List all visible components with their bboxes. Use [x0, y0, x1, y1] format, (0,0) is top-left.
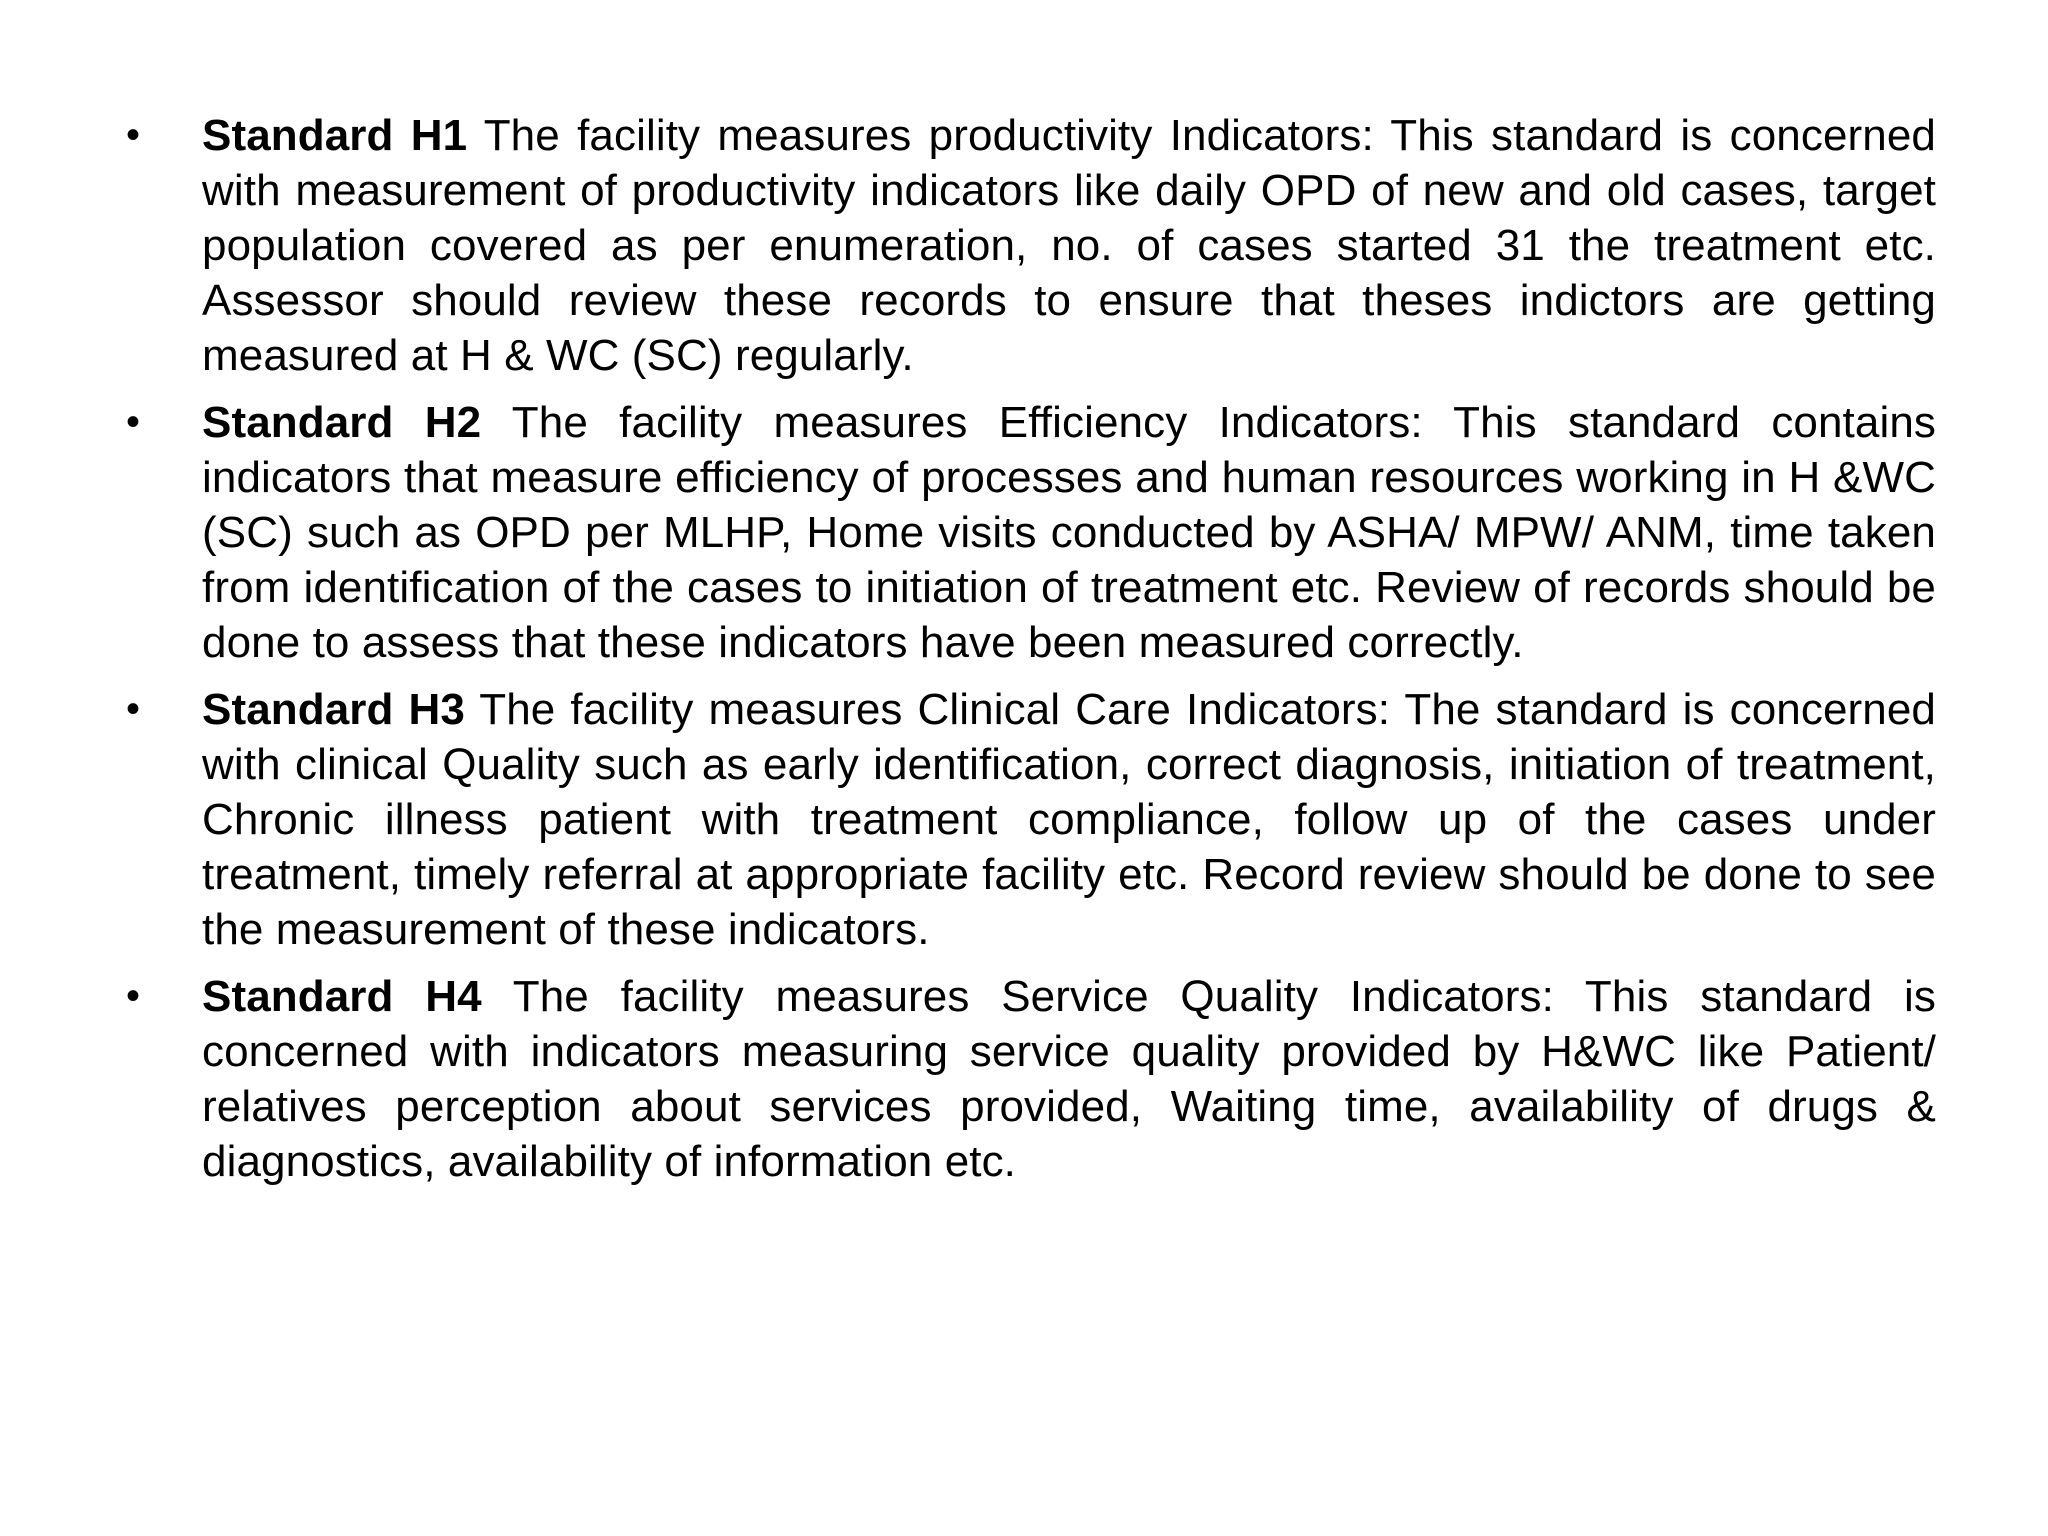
standard-description: The facility measures productivity Indicators: This standard is concerned with measurement of productivity indicators like daily OPD of new and old cases, target population covered as per enumeration, no. of cases started 31 the treatment etc. Assessor should review these records to ensure that theses indictors are getting measured at H & WC (SC) regularly.: [202, 111, 1936, 380]
bullet-paragraph: [202, 108, 1936, 383]
bullet-paragraph: [202, 395, 1936, 670]
bullet-paragraph: [202, 969, 1936, 1189]
bullet-paragraph: [202, 682, 1936, 957]
list-item-standard-h3: [118, 682, 1936, 957]
bullet-icon: •: [126, 687, 141, 731]
bullet-list: [118, 108, 1936, 1201]
bullet-icon: •: [126, 113, 141, 157]
list-item-standard-h4: [118, 969, 1936, 1189]
standard-label: Standard H4: [202, 972, 482, 1021]
bullet-icon: •: [126, 974, 141, 1018]
bullet-icon: •: [126, 400, 141, 444]
standard-label: Standard H2: [202, 398, 482, 447]
standard-description: The facility measures Efficiency Indicators: This standard contains indicators that measure efficiency of processes and human resources working in H &WC (SC) such as OPD per MLHP, Home visits conducted by ASHA/ MPW/ ANM, time taken from identification of the cases to initiation of treatment etc. Review of records should be done to assess that these indicators have been measured correctly.: [202, 398, 1937, 667]
standard-label: Standard H1: [202, 111, 468, 160]
standard-description: The facility measures Service Quality Indicators: This standard is concerned with indicators measuring service quality provided by H&WC like Patient/ relatives perception about services provided, Waiting time, availability of drugs & diagnostics, availability of information etc.: [202, 972, 1937, 1186]
list-item-standard-h2: [118, 395, 1936, 670]
standard-description: The facility measures Clinical Care Indicators: The standard is concerned with clinical Quality such as early identification, correct diagnosis, initiation of treatment, Chronic illness patient with treatment compliance, follow up of the cases under treatment, timely referral at appropriate facility etc. Record review should be done to see the measurement of these indicators.: [202, 685, 1936, 954]
standard-label: Standard H3: [202, 685, 465, 734]
list-item-standard-h1: [118, 108, 1936, 383]
